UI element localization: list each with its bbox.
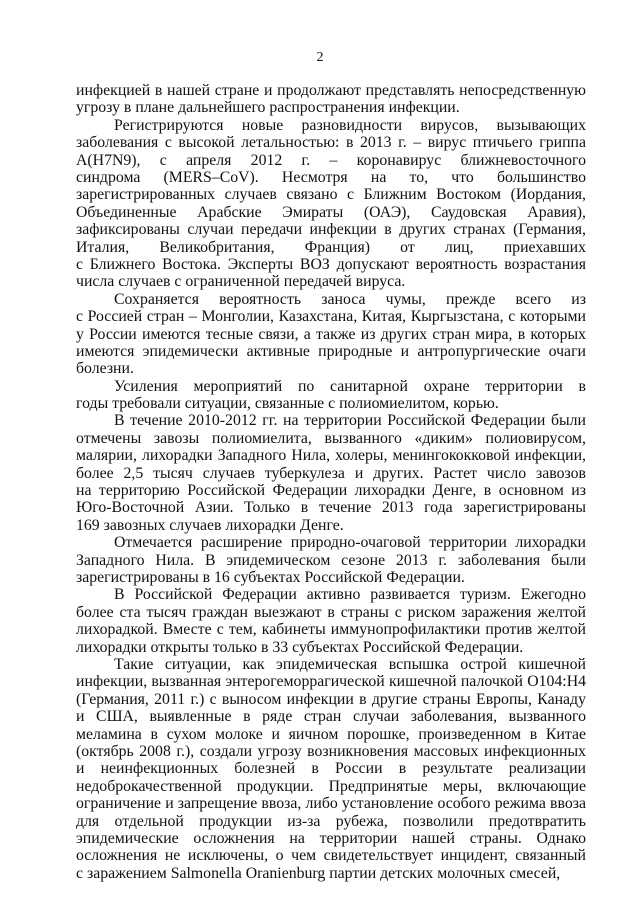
paragraph <box>76 378 586 413</box>
text-line: Юго-Восточной Азии. Только в течение 2013 года зарегистрированы <box>76 499 586 517</box>
paragraph <box>76 291 586 378</box>
text-line: с заражением Salmonella Oranienburg партии детских молочных смесей, <box>76 864 561 882</box>
text-line: В течение 2010-2012 гг. на территории Российской Федерации были <box>114 412 586 430</box>
text-line: лихорадкой. Вместе с тем, кабинеты иммунопрофилактики против желтой <box>76 621 586 639</box>
text-line: Объединенные Арабские Эмираты (ОАЭ), Саудовская Аравия), <box>76 203 586 221</box>
text-line: 169 завозных случаев лихорадки Денге. <box>76 516 344 534</box>
text-line: с Россией стран – Монголии, Казахстана, Китая, Кыргызстана, с которыми <box>76 308 586 326</box>
text-line: Отмечается расширение природно-очаговой территории лихорадки <box>114 534 586 552</box>
text-line: эпидемические осложнения на территории нашей страны. Однако <box>76 829 586 847</box>
text-line: осложнения не исключены, о чем свидетельствует инцидент, связанный <box>76 847 586 865</box>
text-line: и неинфекционных болезней в России в результате реализации <box>76 760 586 778</box>
paragraph <box>76 412 586 534</box>
text-line: Западного Нила. В эпидемическом сезоне 2013 г. заболевания были <box>76 551 586 569</box>
text-line: Регистрируются новые разновидности вирусов, вызывающих <box>114 116 586 134</box>
text-line: болезни. <box>76 360 134 378</box>
document-body <box>76 82 586 882</box>
text-line: В Российской Федерации активно развивается туризм. Ежегодно <box>114 586 586 604</box>
text-line: имеются эпидемически активные природные и антропургические очаги <box>76 342 586 360</box>
text-line: синдрома (MERS–CoV). Несмотря на то, что большинство <box>76 168 586 186</box>
text-line: зарегистрированы в 16 субъектах Российской Федерации. <box>76 569 465 587</box>
text-line: ограничение и запрещение ввоза, либо установление особого режима ввоза <box>76 795 586 813</box>
paragraph <box>76 534 586 586</box>
text-line: Сохраняется вероятность заноса чумы, прежде всего из <box>114 290 586 308</box>
text-line: Усиления мероприятий по санитарной охране территории в <box>114 377 586 395</box>
text-line: зарегистрированных случаев связано с Ближним Востоком (Иордания, <box>76 186 586 204</box>
text-line: годы требовали ситуации, связанные с полиомиелитом, корью. <box>76 395 499 413</box>
text-line: с Ближнего Востока. Эксперты ВОЗ допускают вероятность возрастания <box>76 255 586 273</box>
text-line: более 2,5 тысяч случаев туберкулеза и других. Растет число завозов <box>76 464 586 482</box>
text-line: Такие ситуации, как эпидемическая вспышка острой кишечной <box>114 656 586 673</box>
paragraph <box>76 82 586 117</box>
text-line: более ста тысяч граждан выезжают в страны с риском заражения желтой <box>76 603 586 621</box>
text-line: угрозу в плане дальнейшего распространения инфекции. <box>76 99 460 117</box>
text-line: инфекцией в нашей стране и продолжают представлять непосредственную <box>76 82 586 99</box>
text-line: A(H7N9), с апреля 2012 г. – коронавирус ближневосточного <box>76 151 586 169</box>
text-line: (октябрь 2008 г.), создали угрозу возникновения массовых инфекционных <box>76 742 586 760</box>
text-line: отмечены завозы полиомиелита, вызванного «диким» полиовирусом, <box>76 429 586 447</box>
text-line: для отдельной продукции из-за рубежа, позволили предотвратить <box>76 812 586 830</box>
text-line: на территорию Российской Федерации лихорадки Денге, в основном из <box>76 482 586 500</box>
text-line: Италия, Великобритания, Франция) от лиц, приехавших <box>76 238 586 256</box>
text-line: зафиксированы случаи передачи инфекции в других странах (Германия, <box>76 221 586 239</box>
text-line: у России имеются тесные связи, а также из других стран мира, в которых <box>76 325 586 343</box>
text-line: числа случаев с ограниченной передачей вируса. <box>76 273 406 291</box>
text-line: недоброкачественной продукции. Предпринятые меры, включающие <box>76 777 586 795</box>
text-line: лихорадки открыты только в 33 субъектах Российской Федерации. <box>76 638 524 656</box>
text-line: меламина в сухом молоке и яичном порошке, произведенном в Китае <box>76 725 586 743</box>
paragraph <box>76 117 586 291</box>
text-line: инфекции, вызванная энтерогеморрагической кишечной палочкой О104:Н4 <box>76 673 586 691</box>
paragraph <box>76 656 586 882</box>
text-line: заболевания с высокой летальностью: в 2013 г. – вирус птичьего гриппа <box>76 134 586 152</box>
paragraph <box>76 586 586 656</box>
page-number: 2 <box>316 50 324 65</box>
text-line: малярии, лихорадки Западного Нила, холеры, менингококковой инфекции, <box>76 447 586 465</box>
text-line: (Германия, 2011 г.) с выносом инфекции в другие страны Европы, Канаду <box>76 690 586 708</box>
text-line: и США, выявленные в ряде стран случаи заболевания, вызванного <box>76 708 586 726</box>
